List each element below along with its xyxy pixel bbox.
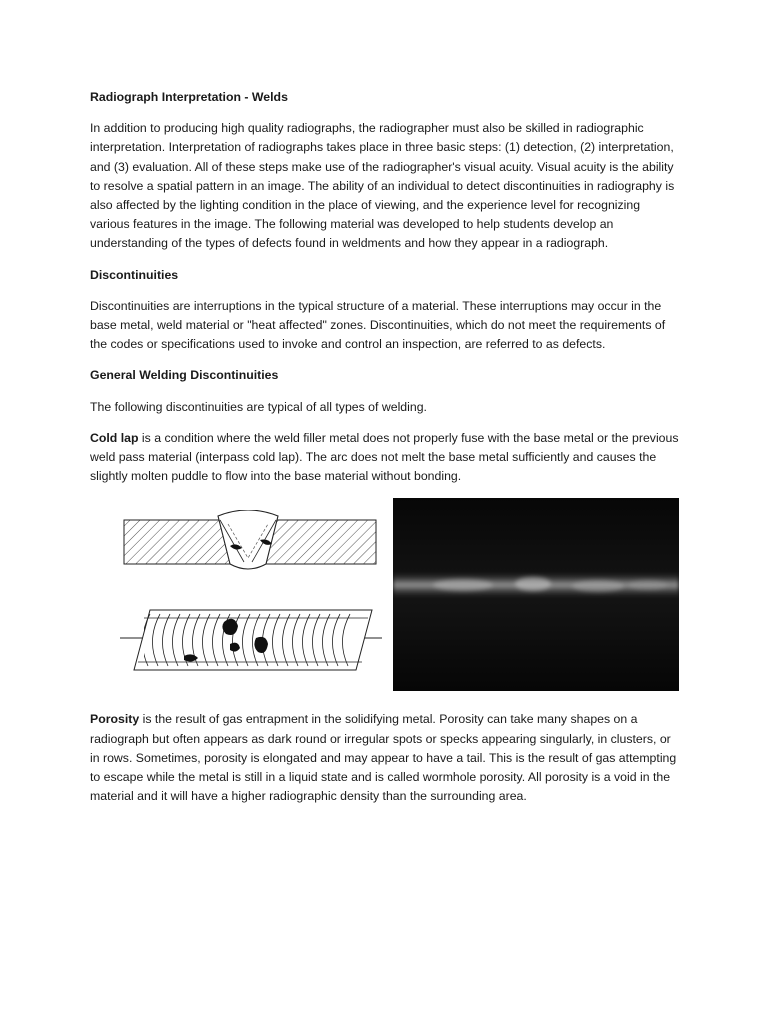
cold-lap-term: Cold lap	[90, 430, 139, 445]
porosity-paragraph	[90, 710, 680, 806]
cold-lap-figures	[90, 498, 680, 698]
discontinuities-paragraph: Discontinuities are interruptions in the typical structure of a material. These interruptions may occur in the base metal, weld material or "heat affected" zones. Discontinuities, which do not meet the requirements of the codes or specifications used to invoke and control an inspection, are referred to as defects.	[90, 298, 666, 352]
porosity-term: Porosity	[90, 712, 140, 727]
weld-plan-view	[120, 610, 382, 670]
discontinuities-heading: Discontinuities	[90, 267, 179, 282]
general-welding-heading: General Welding Discontinuities	[90, 368, 279, 383]
weld-diagram	[120, 510, 382, 690]
cold-lap-text: is a condition where the weld filler metal does not properly fuse with the base metal or the previous weld pass material (interpass cold lap). The arc does not melt the base metal sufficiently and causes the slightly molten puddle to flow into the base material without bonding.	[90, 430, 679, 484]
weld-band	[393, 572, 679, 598]
cold-lap-paragraph	[90, 429, 680, 487]
cold-lap-radiograph	[393, 498, 679, 691]
page-title: Radiograph Interpretation - Welds	[90, 90, 288, 104]
intro-paragraph: In addition to producing high quality radiographs, the radiographer must also be skilled in radiographic interpretation. Interpretation of radiographs takes place in three basic steps: (1) detection, (2) interpretation, and (3) evaluation. All of these steps make use of the radiographer's visual acuity. Visual acuity is the ability to resolve a spatial pattern in an image. The ability of an individual to detect discontinuities in radiography is also affected by the lighting condition in the place of viewing, and the experience level for recognizing various features in the image. The following material was developed to help students develop an understanding of the types of defects found in weldments and how they appear in a radiograph.	[90, 121, 675, 251]
porosity-text: is the result of gas entrapment in the solidifying metal. Porosity can take many shapes on a radiograph but often appears as dark round or irregular spots or specks appearing singularly, in clusters, or in rows. Sometimes, porosity is elongated and may appear to have a tail. This is the result of gas attempting to escape while the metal is still in a liquid state and is called wormhole porosity. All porosity is a void in the material and it will have a higher radiographic density than the surrounding area.	[90, 712, 677, 804]
general-welding-paragraph: The following discontinuities are typical of all types of welding.	[90, 399, 427, 414]
document-page	[90, 88, 680, 818]
weld-cross-section	[124, 510, 376, 569]
